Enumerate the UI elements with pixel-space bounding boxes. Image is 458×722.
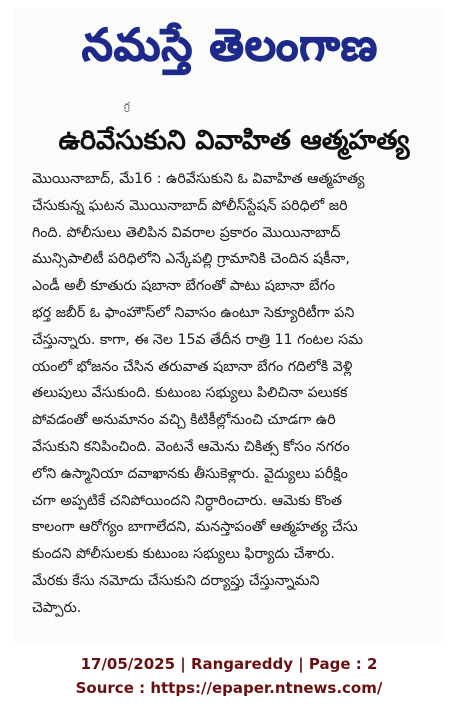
- article-line: వేసుకుని కనిపించింది. వెంటనే ఆమెను చికిత్స కోసం నగరం: [32, 438, 350, 455]
- article-line: ఎండీ అలీ కూతురు షబానా బేగంతో పాటు షబానా బేగం: [32, 278, 336, 295]
- article-line: చేసుకున్న ఘటన మొయినాబాద్ పోలీస్‌స్టేషన్ పరిధిలో జరి: [32, 197, 348, 214]
- article-line: చేస్తున్నారు. కాగా, ఈ నెల 15వ తేదీన రాత్రి 11 గంటల సమ: [32, 331, 364, 348]
- article-line: మొయినాబాద్, మే16 : ఉరివేసుకుని ఓ వివాహిత ఆత్మహత్య: [32, 171, 365, 187]
- article-headline: ఉరివేసుకుని వివాహిత ఆత్మహత్య: [58, 125, 410, 156]
- date-edition-page: 17/05/2025 | Rangareddy | Page : 2: [80, 655, 378, 673]
- article-line: లోని ఉస్మానియా దవాఖానకు తీసుకెళ్లారు. వైద్యులు పరీక్షిం: [32, 465, 348, 482]
- article-line: పోవడంతో అనుమానం వచ్చి కిటికీల్లోనుంచి చూడగా ఉరి: [32, 412, 336, 429]
- source-link[interactable]: Source : https://epaper.ntnews.com/: [75, 679, 383, 697]
- article-line: తలుపులు వేసుకుంది. కుటుంబ సభ్యులు పిలిచినా పలుకక: [32, 385, 348, 402]
- article-line: గింది. పోలీసులు తెలిపిన వివరాల ప్రకారం మొయినాబాద్: [32, 224, 341, 241]
- source-footer: [0, 652, 458, 700]
- article-line: చగా అప్పటికే చనిపోయిందని నిర్ధారించారు. ఆమెకు కొంత: [32, 492, 343, 509]
- article-line: కాలంగా ఆరోగ్యం బాగాలేదని, మనస్తాపంతో ఆత్మహత్య చేసు: [32, 519, 358, 536]
- article-body: [32, 166, 444, 622]
- article-kicker: గ్ర: [124, 101, 130, 112]
- article-line: మేరకు కేసు నమోదు చేసుకుని దర్యాప్తు చేస్తున్నామని: [32, 572, 320, 589]
- article-line: మున్సిపాలిటీ పరిధిలోని ఎన్కేపల్లి గ్రామానికి చెందిన షకీనా,: [32, 251, 350, 268]
- article-line: కుందని పోలీసులకు కుటుంబ సభ్యులు ఫిర్యాదు చేశారు.: [32, 546, 335, 563]
- article-line: భర్త జబీర్ ఓ ఫాంహౌస్‌లో నివాసం ఉంటూ సెక్యూరిటీగా పని: [32, 304, 355, 321]
- newspaper-clipping: [14, 8, 444, 643]
- newspaper-masthead: నమస్తే తెలంగాణ: [81, 20, 379, 71]
- article-line: చెప్పారు.: [32, 599, 82, 616]
- article-line: యంలో భోజనం చేసిన తరువాత షబానా బేగం గదిలోకి వెళ్లి: [32, 358, 353, 375]
